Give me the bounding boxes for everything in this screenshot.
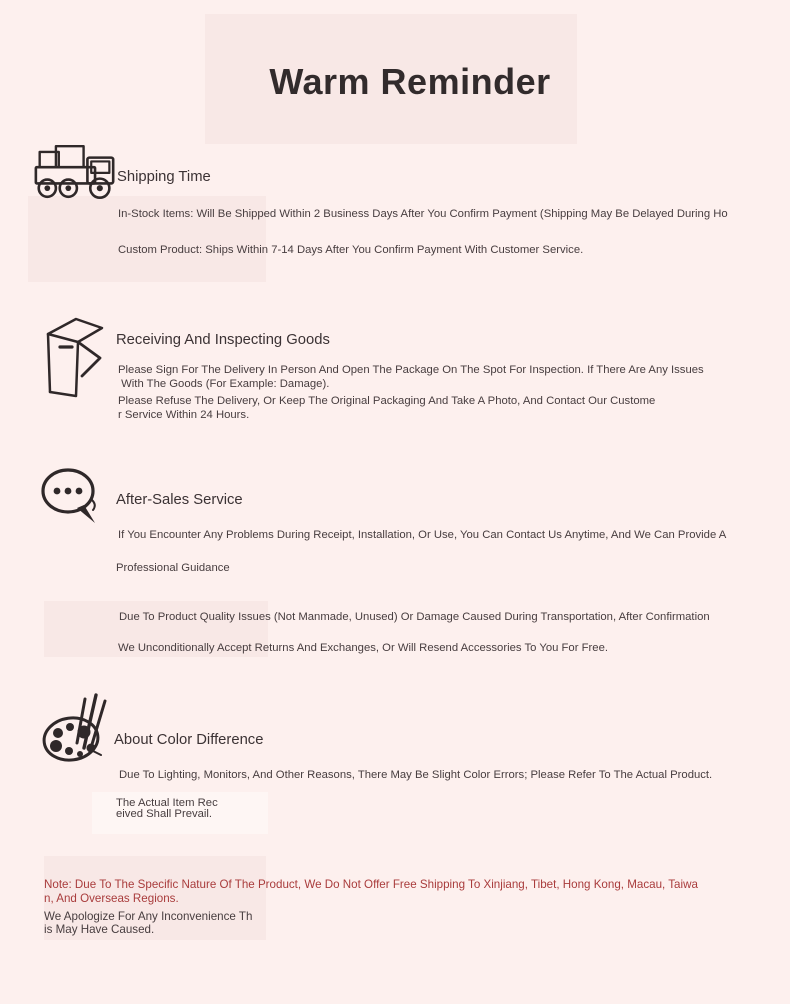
section-heading-shipping-time: Shipping Time — [117, 169, 211, 185]
text-line: r Service Within 24 Hours. — [118, 409, 250, 421]
palette-icon — [41, 693, 115, 767]
section-heading-receiving: Receiving And Inspecting Goods — [116, 332, 330, 348]
text-line: eived Shall Prevail. — [116, 808, 213, 820]
text-line: Due To Lighting, Monitors, And Other Reasons, There May Be Slight Color Errors; Please Refer To The Actual Product. — [119, 769, 713, 781]
box-icon — [40, 306, 106, 398]
text-line: With The Goods (For Example: Damage). — [118, 378, 330, 390]
text-line: Please Refuse The Delivery, Or Keep The Original Packaging And Take A Photo, And Contact Our Custome — [118, 395, 656, 407]
text-line: We Unconditionally Accept Returns And Exchanges, Or Will Resend Accessories To You For Free. — [118, 642, 608, 654]
text-line: The Actual Item Rec — [116, 797, 218, 809]
shipping-restriction-note: n, And Overseas Regions. — [44, 892, 179, 905]
section-heading-color-difference: About Color Difference — [114, 732, 264, 748]
text-line: Please Sign For The Delivery In Person And Open The Package On The Spot For Inspection. If There Are Any Issues — [118, 364, 704, 376]
truck-icon — [33, 142, 117, 200]
shipping-restriction-note: Note: Due To The Specific Nature Of The Product, We Do Not Offer Free Shipping To Xinjiang, Tibet, Hong Kong, Macau, Taiwa — [44, 878, 698, 891]
apology-text: is May Have Caused. — [44, 923, 155, 936]
text-line: If You Encounter Any Problems During Receipt, Installation, Or Use, You Can Contact Us Anytime, And We Can Provide A — [118, 529, 727, 541]
text-line: Professional Guidance — [116, 562, 230, 574]
chat-bubble-icon — [39, 466, 105, 526]
section-heading-after-sales: After-Sales Service — [116, 492, 243, 508]
page-title: Warm Reminder — [269, 61, 551, 102]
apology-text: We Apologize For Any Inconvenience Th — [44, 910, 253, 923]
text-line: Custom Product: Ships Within 7-14 Days After You Confirm Payment With Customer Service. — [118, 244, 584, 256]
text-line: In-Stock Items: Will Be Shipped Within 2 Business Days After You Confirm Payment (Shipping May Be Delayed During Ho — [118, 208, 728, 220]
text-line: Due To Product Quality Issues (Not Manmade, Unused) Or Damage Caused During Transportation, After Confirmation — [119, 611, 710, 623]
